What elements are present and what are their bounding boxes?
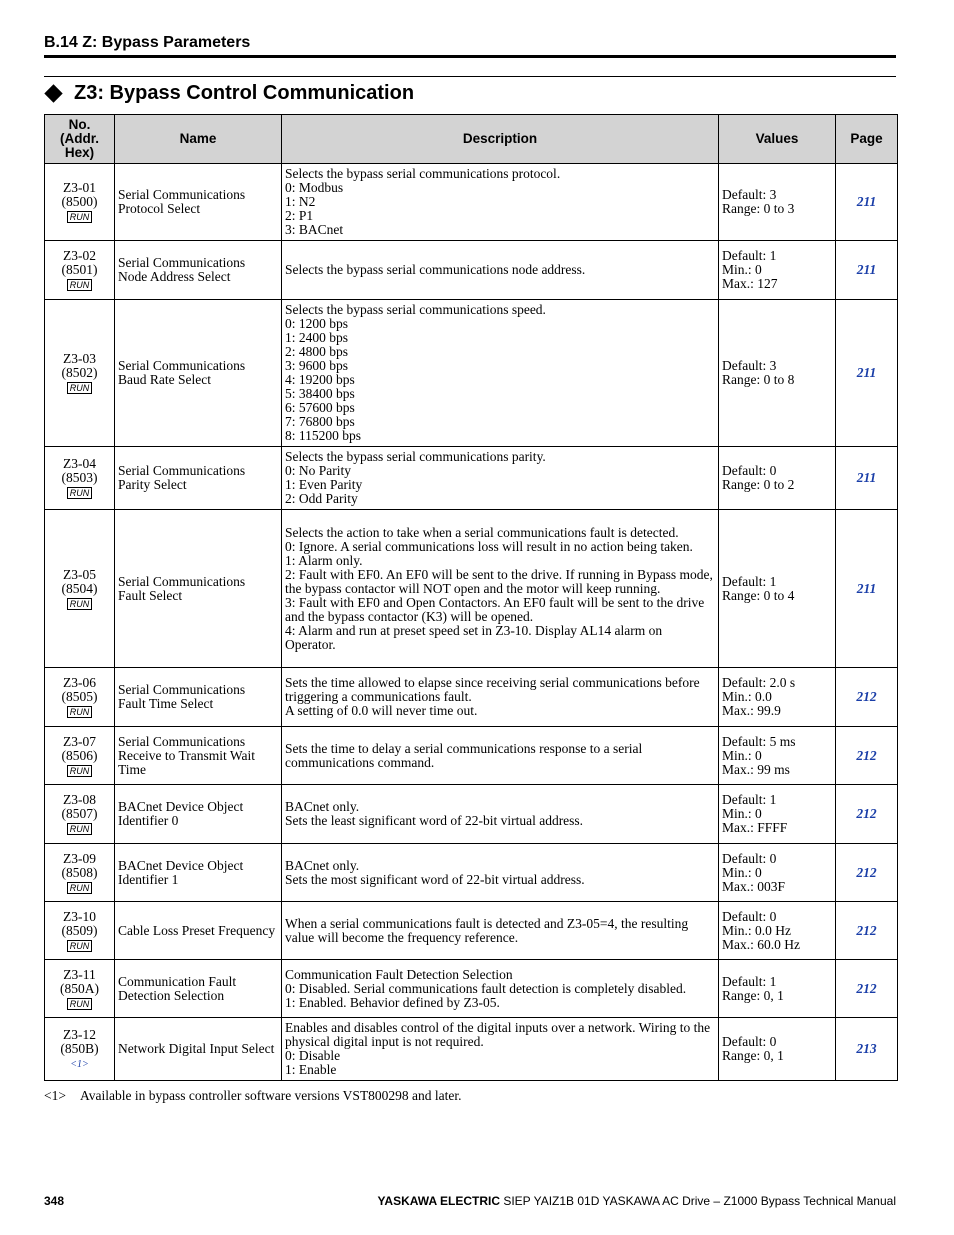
page-reference: 211 [836, 447, 898, 510]
parameter-value-line: Min.: 0.0 [722, 689, 772, 704]
parameter-value-line: Default: 3 [722, 187, 777, 202]
parameter-description-line: BACnet only. [285, 799, 360, 814]
parameter-name-cell [115, 902, 282, 960]
parameter-name-line: Parity Select [118, 477, 187, 492]
parameter-values-cell [719, 844, 836, 902]
parameter-name-line: Serial Communications [118, 358, 246, 373]
column-header-no: No. (Addr. Hex) [45, 115, 115, 164]
parameter-values-cell [719, 300, 836, 447]
parameter-name-line: Receive to Transmit Wait [118, 747, 256, 763]
parameter-address: (8507) [61, 806, 98, 821]
parameter-value-line: Min.: 0 [722, 747, 762, 763]
page-reference: 212 [836, 668, 898, 727]
parameter-address: (8501) [61, 262, 98, 277]
parameter-number: Z3-02 [63, 248, 96, 263]
column-header-description: Description [282, 115, 719, 164]
parameter-values-cell [719, 785, 836, 844]
parameter-description-line: 0: No Parity [285, 463, 351, 478]
table-row [45, 902, 898, 960]
parameter-description-line: 0: Modbus [285, 180, 344, 195]
parameter-description-line: 1: Enabled. Behavior defined by Z3-05. [285, 994, 500, 1010]
parameter-name-cell [115, 300, 282, 447]
parameter-values-cell [719, 241, 836, 300]
parameter-value-line: Range: 0 to 8 [722, 372, 795, 387]
parameter-description-line: When a serial communications fault is detected and Z3-05=4, the resulting value will become the frequency reference. [285, 915, 689, 945]
parameter-table [44, 114, 898, 1081]
parameter-description-line: Selects the action to take when a serial communications fault is detected. [285, 524, 679, 540]
parameter-value-line: Max.: 003F [722, 878, 786, 894]
parameter-values-cell [719, 668, 836, 727]
parameter-name-line: Detection Selection [118, 987, 225, 1003]
parameter-number-cell [45, 300, 115, 447]
page-reference: 213 [836, 1018, 898, 1081]
parameter-name-line: Time [118, 761, 147, 777]
footnote-reference: <1> [70, 1058, 89, 1070]
parameter-description-line: Selects the bypass serial communications speed. [285, 302, 546, 317]
table-row [45, 844, 898, 902]
footnote [44, 1088, 462, 1104]
parameter-description-line: 4: Alarm and run at preset speed set in Z3-10. Display AL14 alarm on Operator. [285, 622, 663, 652]
parameter-number-cell [45, 960, 115, 1018]
parameter-values-cell [719, 164, 836, 241]
parameter-value-line: Max.: 99 ms [722, 761, 790, 777]
parameter-value-line: Max.: 99.9 [722, 703, 781, 718]
section-header: B.14 Z: Bypass Parameters [44, 34, 251, 51]
parameter-number: Z3-10 [63, 908, 96, 924]
footer-text [378, 1194, 896, 1208]
parameter-value-line: Min.: 0 [722, 864, 762, 880]
diamond-bullet-icon [44, 84, 62, 102]
parameter-description-line: A setting of 0.0 will never time out. [285, 703, 478, 718]
parameter-description-line: 2: Odd Parity [285, 491, 358, 506]
parameter-number: Z3-01 [63, 180, 96, 195]
run-badge: RUN [67, 940, 93, 952]
parameter-description-cell [282, 960, 719, 1018]
parameter-description-line: Sets the least significant word of 22-bit virtual address. [285, 813, 584, 828]
parameter-value-line: Max.: 127 [722, 276, 778, 291]
page-title [44, 80, 414, 106]
table-row [45, 785, 898, 844]
table-row [45, 960, 898, 1018]
parameter-address: (8506) [61, 747, 98, 763]
parameter-description-cell [282, 164, 719, 241]
parameter-description-line: 1: Even Parity [285, 477, 363, 492]
parameter-values-cell [719, 510, 836, 668]
footnote-marker: <1> [44, 1088, 66, 1103]
parameter-address: (8509) [61, 922, 98, 938]
parameter-number-cell [45, 1018, 115, 1081]
table-row [45, 241, 898, 300]
run-badge: RUN [67, 598, 93, 610]
footer-brand: YASKAWA ELECTRIC [377, 1194, 500, 1208]
parameter-description-line: 1: 2400 bps [285, 330, 349, 345]
parameter-value-line: Range: 0, 1 [722, 1048, 784, 1063]
column-header-name: Name [115, 115, 282, 164]
parameter-value-line: Default: 5 ms [722, 733, 796, 749]
parameter-number-cell [45, 727, 115, 785]
parameter-address: (850B) [60, 1040, 99, 1056]
parameter-description-line: 2: Fault with EF0. An EF0 will be sent to the drive. If running in Bypass mode, the bypass contactor will NOT open and the motor will keep running. [285, 566, 713, 596]
footer-doc-title: SIEP YAIZ1B 01D YASKAWA AC Drive – Z1000 Bypass Technical Manual [503, 1194, 896, 1208]
parameter-address: (8503) [61, 470, 98, 485]
parameter-value-line: Default: 0 [722, 850, 777, 866]
parameter-description-line: Sets the time allowed to elapse since receiving serial communications before triggering a communications fault. [285, 675, 700, 704]
parameter-name-line: BACnet Device Object [118, 799, 244, 814]
parameter-value-line: Range: 0, 1 [722, 987, 784, 1003]
parameter-name-line: Serial Communications [118, 255, 246, 270]
parameter-values-cell [719, 727, 836, 785]
parameter-address: (8505) [61, 689, 98, 704]
parameter-description-line: 3: 9600 bps [285, 358, 349, 373]
parameter-name-line: Fault Time Select [118, 696, 214, 711]
parameter-value-line: Range: 0 to 3 [722, 201, 795, 216]
parameter-description-line: BACnet only. [285, 857, 360, 873]
parameter-number-cell [45, 668, 115, 727]
parameter-address: (8508) [61, 864, 98, 880]
parameter-name-cell [115, 844, 282, 902]
parameter-description-cell [282, 902, 719, 960]
parameter-description-line: Communication Fault Detection Selection [285, 966, 513, 982]
header-rule [44, 55, 896, 58]
parameter-values-cell [719, 447, 836, 510]
page-reference: 211 [836, 241, 898, 300]
column-header-page: Page [836, 115, 898, 164]
page-title-text: Z3: Bypass Control Communication [74, 81, 415, 104]
parameter-number-cell [45, 241, 115, 300]
parameter-name-line: Identifier 0 [118, 813, 179, 828]
page-reference: 211 [836, 510, 898, 668]
parameter-name-line: Serial Communications [118, 682, 246, 697]
parameter-address: (850A) [60, 980, 99, 996]
run-badge: RUN [67, 382, 93, 394]
parameter-number: Z3-06 [63, 675, 96, 690]
parameter-description-line: 7: 76800 bps [285, 414, 355, 429]
parameter-description-line: 1: Alarm only. [285, 552, 363, 568]
parameter-name-cell [115, 1018, 282, 1081]
parameter-address: (8504) [61, 580, 98, 596]
parameter-value-line: Default: 0 [722, 908, 777, 924]
parameter-number-cell [45, 164, 115, 241]
parameter-name-line: Protocol Select [118, 201, 201, 216]
title-rule [44, 76, 896, 77]
parameter-description-line: 1: N2 [285, 194, 316, 209]
parameter-description-cell [282, 447, 719, 510]
parameter-value-line: Range: 0 to 4 [722, 587, 795, 603]
run-badge: RUN [67, 706, 93, 718]
parameter-number: Z3-05 [63, 566, 96, 582]
parameter-name-cell [115, 727, 282, 785]
parameter-name-line: Serial Communications [118, 733, 246, 749]
parameter-description-line: 0: Disable [285, 1048, 341, 1063]
parameter-description-line: 6: 57600 bps [285, 400, 355, 415]
parameter-description-line: 0: 1200 bps [285, 316, 349, 331]
parameter-name-cell [115, 668, 282, 727]
parameter-value-line: Min.: 0 [722, 262, 762, 277]
parameter-name-line: Serial Communications [118, 463, 246, 478]
run-badge: RUN [67, 998, 93, 1010]
parameter-name-cell [115, 447, 282, 510]
page-reference: 212 [836, 727, 898, 785]
table-row [45, 164, 898, 241]
parameter-name-cell [115, 960, 282, 1018]
parameter-value-line: Default: 1 [722, 573, 777, 589]
parameter-name-line: Communication Fault [118, 973, 237, 989]
parameter-number: Z3-11 [63, 966, 96, 982]
parameter-description-line: Sets the most significant word of 22-bit virtual address. [285, 871, 585, 887]
parameter-number: Z3-08 [63, 792, 96, 807]
parameter-description-cell [282, 668, 719, 727]
run-badge: RUN [67, 211, 93, 223]
parameter-description-cell [282, 844, 719, 902]
parameter-number: Z3-12 [63, 1026, 96, 1042]
table-row [45, 668, 898, 727]
parameter-description-cell [282, 510, 719, 668]
parameter-value-line: Default: 3 [722, 358, 777, 373]
parameter-name-cell [115, 510, 282, 668]
parameter-description-cell [282, 300, 719, 447]
parameter-number-cell [45, 902, 115, 960]
parameter-values-cell [719, 960, 836, 1018]
parameter-number-cell [45, 844, 115, 902]
parameter-description-line: Selects the bypass serial communications protocol. [285, 166, 561, 181]
parameter-name-cell [115, 164, 282, 241]
parameter-description-line: 3: BACnet [285, 222, 344, 237]
parameter-name-line: Cable Loss Preset Frequency [118, 922, 276, 938]
parameter-description-line: 0: Ignore. A serial communications loss will result in no action being taken. [285, 538, 693, 554]
parameter-name-cell [115, 241, 282, 300]
parameter-description-cell [282, 241, 719, 300]
parameter-description-line: 4: 19200 bps [285, 372, 355, 387]
parameter-number: Z3-07 [63, 733, 96, 749]
parameter-number-cell [45, 785, 115, 844]
parameter-values-cell [719, 902, 836, 960]
page-reference: 212 [836, 960, 898, 1018]
parameter-name-line: Serial Communications [118, 187, 246, 202]
parameter-number: Z3-09 [63, 850, 96, 866]
page-reference: 212 [836, 902, 898, 960]
parameter-name-line: Identifier 1 [118, 871, 179, 887]
parameter-description-line: Selects the bypass serial communications node address. [285, 262, 586, 277]
parameter-name-line: Fault Select [118, 587, 183, 603]
parameter-number-cell [45, 510, 115, 668]
parameter-description-line: 1: Enable [285, 1062, 337, 1077]
parameter-name-line: Serial Communications [118, 573, 246, 589]
run-badge: RUN [67, 823, 93, 835]
parameter-value-line: Default: 0 [722, 463, 777, 478]
parameter-name-line: BACnet Device Object [118, 857, 244, 873]
parameter-name-cell [115, 785, 282, 844]
parameter-value-line: Default: 2.0 s [722, 675, 796, 690]
parameter-description-line: 3: Fault with EF0 and Open Contactors. An EF0 fault will be sent to the drive and the bypass contactor (K3) will be opened. [285, 594, 705, 624]
table-row [45, 727, 898, 785]
table-row [45, 447, 898, 510]
parameter-value-line: Default: 0 [722, 1034, 777, 1049]
parameter-description-line: Sets the time to delay a serial communications response to a serial communications command. [285, 740, 643, 770]
page-reference: 211 [836, 300, 898, 447]
parameter-value-line: Max.: FFFF [722, 820, 788, 835]
parameter-address: (8502) [61, 365, 98, 380]
run-badge: RUN [67, 279, 93, 291]
parameter-description-line: Selects the bypass serial communications parity. [285, 449, 546, 464]
parameter-number: Z3-04 [63, 456, 96, 471]
parameter-value-line: Range: 0 to 2 [722, 477, 795, 492]
run-badge: RUN [67, 487, 93, 499]
column-header-values: Values [719, 115, 836, 164]
parameter-description-line: 0: Disabled. Serial communications fault detection is completely disabled. [285, 980, 687, 996]
page-reference: 211 [836, 164, 898, 241]
parameter-name-line: Network Digital Input Select [118, 1041, 275, 1056]
page-number: 348 [44, 1194, 65, 1208]
table-header-row [45, 115, 898, 164]
parameter-description-line: 5: 38400 bps [285, 386, 355, 401]
page-reference: 212 [836, 844, 898, 902]
run-badge: RUN [67, 765, 93, 777]
parameter-name-line: Node Address Select [118, 269, 231, 284]
parameter-description-cell [282, 1018, 719, 1081]
table-row [45, 1018, 898, 1081]
table-row [45, 510, 898, 668]
parameter-description-line: 2: P1 [285, 208, 314, 223]
parameter-number-cell [45, 447, 115, 510]
parameter-description-cell [282, 785, 719, 844]
parameter-value-line: Max.: 60.0 Hz [722, 936, 800, 952]
parameter-name-line: Baud Rate Select [118, 372, 211, 387]
run-badge: RUN [67, 882, 93, 894]
parameter-description-line: 2: 4800 bps [285, 344, 349, 359]
parameter-value-line: Default: 1 [722, 973, 777, 989]
parameter-value-line: Min.: 0 [722, 806, 762, 821]
page-reference: 212 [836, 785, 898, 844]
parameter-value-line: Default: 1 [722, 248, 777, 263]
parameter-number: Z3-03 [63, 351, 96, 366]
parameter-description-line: 8: 115200 bps [285, 428, 362, 443]
footnote-text: Available in bypass controller software versions VST800298 and later. [80, 1088, 462, 1103]
parameter-value-line: Default: 1 [722, 792, 777, 807]
parameter-description-line: Enables and disables control of the digital inputs over a network. Wiring to the physical digital input is not required. [285, 1020, 711, 1049]
parameter-values-cell [719, 1018, 836, 1081]
parameter-address: (8500) [61, 194, 98, 209]
parameter-description-cell [282, 727, 719, 785]
parameter-value-line: Min.: 0.0 Hz [722, 922, 791, 938]
table-row [45, 300, 898, 447]
